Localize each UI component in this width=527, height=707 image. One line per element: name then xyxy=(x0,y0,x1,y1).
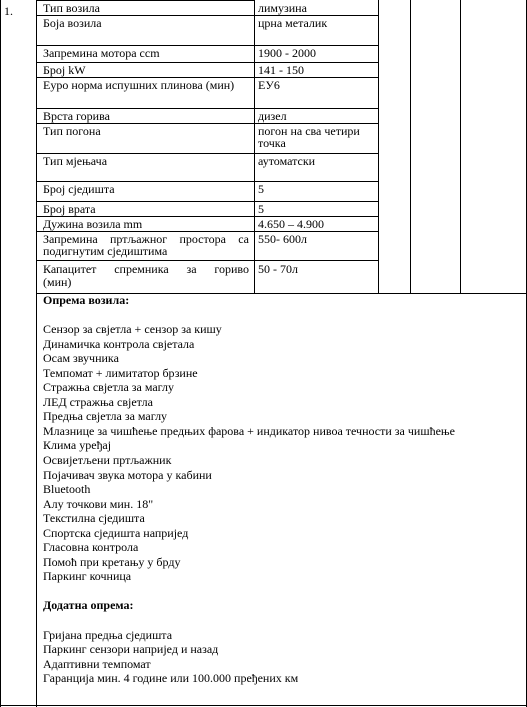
equipment-section xyxy=(43,293,513,686)
spec-value-fuel-type: дизел xyxy=(258,109,287,123)
spec-label-drive-type: Тип погона xyxy=(43,124,101,138)
table-border-bottom xyxy=(0,705,527,706)
table-column-divider xyxy=(410,0,411,293)
equipment-item: Осам звучника xyxy=(43,351,119,366)
spec-label-vehicle-type: Тип возила xyxy=(43,1,100,15)
table-border-left xyxy=(0,0,1,707)
spec-label-length: Дужина возила mm xyxy=(43,217,143,231)
equipment-item: Предња свјетла за маглу xyxy=(43,409,168,424)
equipment-list xyxy=(43,322,513,584)
extra-equipment-item: Паркинг сензори напријед и назад xyxy=(43,642,219,657)
table-column-divider xyxy=(254,0,255,293)
table-column-divider xyxy=(36,0,37,707)
spec-label-power: Број kW xyxy=(43,63,86,77)
table-column-divider xyxy=(378,0,379,293)
spec-value-vehicle-type: лимузина xyxy=(258,1,307,15)
equipment-item: Освијетљени пртљажник xyxy=(43,453,172,468)
extra-equipment-heading: Додатна опрема: xyxy=(43,598,134,613)
row-divider xyxy=(36,260,378,261)
spec-label-engine-volume: Запремина мотора ccm xyxy=(43,46,160,60)
equipment-item: Клима уређај xyxy=(43,438,112,453)
spec-value-color: црна металик xyxy=(258,16,328,30)
row-number: 1. xyxy=(4,4,13,18)
equipment-item: Bluetooth xyxy=(43,482,91,497)
equipment-item: Динамичка контрола свјетала xyxy=(43,336,195,351)
extra-equipment-item: Адаптивни темпомат xyxy=(43,656,151,671)
equipment-item: Стражња свјетла за маглу xyxy=(43,380,174,395)
equipment-item: Темпомат + лимитатор брзине xyxy=(43,365,198,380)
spec-label-trunk-line1: Запремина пртљажног простора са xyxy=(43,232,249,246)
equipment-item: Паркинг кочница xyxy=(43,569,132,584)
spec-value-seats: 5 xyxy=(258,182,264,196)
spec-label-doors: Број врата xyxy=(43,202,96,216)
equipment-item: Сензор за свјетла + сензор за кишу xyxy=(43,322,222,337)
spec-label-emission-norm: Еуро норма испушних плинова (мин) xyxy=(43,78,235,92)
equipment-item: Гласовна контрола xyxy=(43,540,139,555)
spec-value-emission-norm: ЕУ6 xyxy=(258,78,280,92)
spec-value-gearbox: аутоматски xyxy=(258,154,316,168)
spec-value-power: 141 - 150 xyxy=(258,63,304,77)
equipment-item: Текстилна сједишта xyxy=(43,511,145,526)
equipment-item: ЛЕД стражња свјетла xyxy=(43,394,153,409)
spec-value-tank: 50 - 70л xyxy=(258,262,298,276)
table-column-divider xyxy=(460,0,461,293)
equipment-item: Млазнице за чишћење предњих фарова + индикатор нивоа течности за чишћење xyxy=(43,423,455,438)
row-divider xyxy=(36,62,378,63)
equipment-heading: Опрема возила: xyxy=(43,293,130,307)
spec-value-drive-type: погон на сва четири точка xyxy=(258,124,360,150)
spec-label-tank-line2: (мин) xyxy=(43,275,72,289)
equipment-item: Појачивач звука мотора у кабини xyxy=(43,467,212,482)
spec-value-trunk: 550- 600л xyxy=(258,232,307,246)
extra-equipment-item: Гаранција мин. 4 године или 100.000 пређених км xyxy=(43,671,299,686)
spec-label-gearbox: Тип мјењача xyxy=(43,154,108,168)
equipment-item: Помоћ при кретању у брду xyxy=(43,554,181,569)
spec-value-length: 4.650 – 4.900 xyxy=(258,217,324,231)
spec-label-trunk-line2: подигнутим сједиштима xyxy=(43,244,168,258)
spec-label-color: Боја возила xyxy=(43,16,102,30)
spec-label-seats: Број сједишта xyxy=(43,182,115,196)
spec-value-engine-volume: 1900 - 2000 xyxy=(258,46,316,60)
equipment-item: Алу точкови мин. 18" xyxy=(43,496,154,511)
equipment-item: Спортска сједишта напријед xyxy=(43,525,189,540)
extra-equipment-list xyxy=(43,628,513,686)
extra-equipment-item: Гријана предња сједишта xyxy=(43,627,173,642)
spec-label-tank-line1: Капацитет спремника за гориво xyxy=(43,262,249,276)
spec-value-doors: 5 xyxy=(258,202,264,216)
spec-label-fuel-type: Врста горива xyxy=(43,109,110,123)
